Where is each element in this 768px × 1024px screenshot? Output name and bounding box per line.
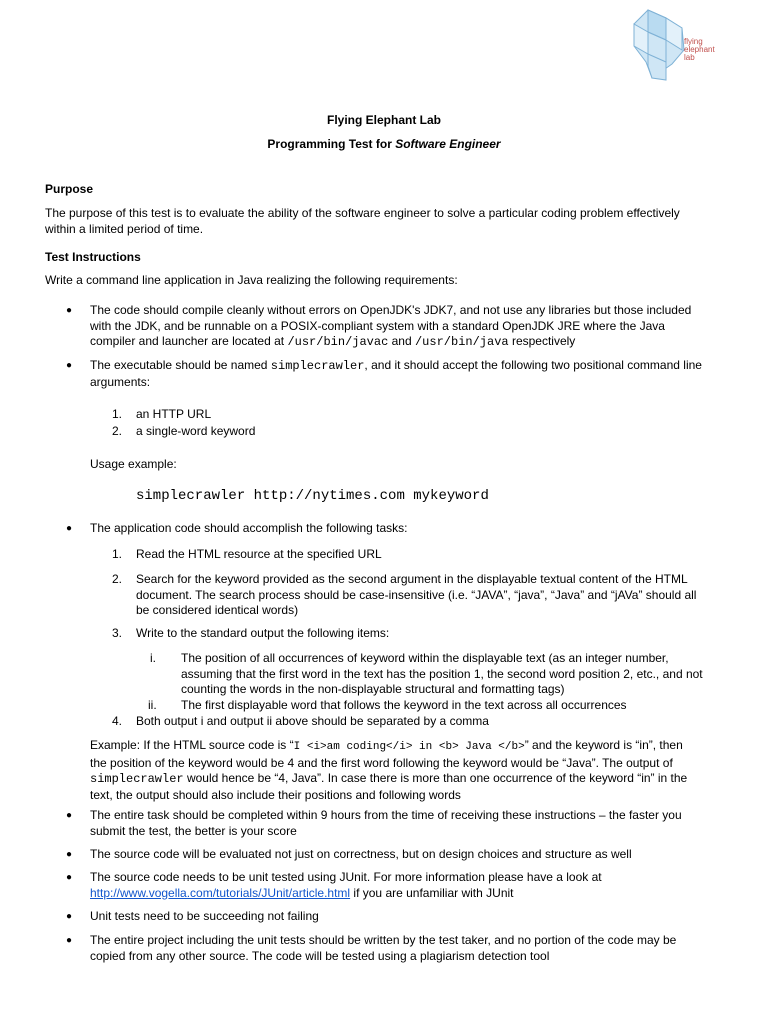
bullet-4-text [90,808,682,839]
list-number: 4. [112,714,123,728]
java-path: /usr/bin/java [414,335,509,349]
bullet-icon: ● [66,911,73,922]
list-numeral: ii. [148,698,157,712]
bullet-8-line-1: The entire project including the unit tests should be written by the test taker, and no portion of the code may be [90,933,677,947]
bullet-8-line-2: copied from any other source. The code will be tested using a plagiarism detection tool [90,948,550,963]
example-line-1 [90,738,687,756]
org-title: Flying Elephant Lab [326,113,441,127]
page-title-prefix: Programming Test for [267,137,396,151]
list-number: 2. [112,572,123,586]
output-item-1 [181,651,703,698]
logo-line-3: lab [684,53,695,62]
junit-tutorial-link[interactable]: http://www.vogella.com/tutorials/JUnit/article.html [90,885,351,900]
task-3: Write to the standard output the following items: [136,626,390,640]
instructions-intro: Write a command line application in Java realizing the following requirements: [45,273,458,287]
bullet-1-text [90,303,691,351]
example-paragraph [90,738,687,803]
bullet-6-line-2 [90,886,602,902]
bullet-6-line-1: The source code needs to be unit tested using JUnit. For more information please have a look at [90,870,602,884]
bullet-icon: ● [66,360,73,371]
bullet-7-text: Unit tests need to be succeeding not failing [90,909,319,923]
list-number: 1. [112,547,123,561]
purpose-text [45,206,680,237]
argument-1: an HTTP URL [136,407,212,421]
bullet-icon: ● [66,935,73,946]
bullet-1-line-3-c: respectively [508,334,576,348]
bullet-icon: ● [66,305,73,316]
bullet-4-line-1: The entire task should be completed within 9 hours from the time of receiving these instructions – the faster you [90,808,682,822]
output-item-1-line-3: counting the words in the non-displayable structural and formatting tags) [181,682,565,696]
purpose-line-2: within a limited period of time. [45,221,204,236]
example-executable-name: simplecrawler [90,772,184,786]
example-line-1-a: Example: If the HTML source code is “ [90,738,294,752]
bullet-1-line-1: The code should compile cleanly without errors on OpenJDK's JDK7, and not use any libraries but those included [90,303,692,317]
bullet-3-lead: The application code should accomplish the following tasks: [90,521,408,535]
bullet-1-line-3-a: compiler and launcher are located at [90,334,288,348]
purpose-line-1: The purpose of this test is to evaluate the ability of the software engineer to solve a particular coding problem effectively [45,206,680,220]
page-title-role: Software Engineer [395,137,501,151]
example-line-3-b: would hence be “4, Java”. In case there is more than one occurrence of the keyword “in” in the [183,771,688,785]
usage-command: simplecrawler http://nytimes.com mykeyword [136,488,489,504]
bullet-2-line-1-b: , and it should accept the following two positional command line [364,358,702,372]
bullet-5-text: The source code will be evaluated not just on correctness, but on design choices and structure as well [90,847,632,861]
bullet-2-text [90,358,702,390]
instructions-heading: Test Instructions [45,250,141,264]
output-item-1-line-1: The position of all occurrences of keyword within the displayable text (as an integer number, [181,651,669,665]
list-numeral: i. [150,651,156,665]
example-line-1-b: ” and the keyword is “in”, then [524,738,683,752]
bullet-icon: ● [66,849,73,860]
example-line-4: text, the output should also include their positions and following words [90,787,461,802]
bullet-icon: ● [66,872,73,883]
example-html-code: I <i>am coding</i> in <b> Java </b> [293,741,525,753]
bullet-4-line-2: submit the test, the better is your score [90,823,297,838]
logo-line-2: elephant [684,45,715,54]
list-number: 3. [112,626,123,640]
bullet-8-text [90,933,676,964]
list-number: 2. [112,424,123,438]
bullet-icon: ● [66,810,73,821]
task-2-line-1: Search for the keyword provided as the second argument in the displayable textual content of the HTML [136,572,688,586]
example-line-2: the position of the keyword would be 4 and the first word following the keyword would be “Java”. The output of [90,755,673,770]
output-item-2: The first displayable word that follows the keyword in the text across all occurrences [181,698,627,712]
bullet-1-line-3-b: and [388,334,415,348]
argument-2: a single-word keyword [136,424,256,438]
task-2-line-2: document. The search process should be case-insensitive (i.e. “JAVA”, “java”, “Java” and “jAVa” should all [136,587,697,602]
logo-wordmark [684,38,715,62]
bullet-2-line-1 [90,358,702,375]
task-2-line-3: be considered identical words) [136,603,299,617]
bullet-1-line-3 [90,334,691,351]
usage-label: Usage example: [90,457,177,471]
task-2 [136,572,696,619]
output-item-1-line-2: assuming that the first word in the text has the position 1, the second word position 2, etc., and not [181,666,703,681]
javac-path: /usr/bin/javac [287,335,389,349]
bullet-1-line-2: with the JDK, and be runnable on a POSIX-compliant system with a standard OpenJDK JRE where the Java [90,318,665,333]
bullet-2-line-1-a: The executable should be named [90,358,271,372]
page-title [0,137,768,151]
bullet-6-line-2-b: if you are unfamiliar with JUnit [350,885,514,900]
bullet-icon: ● [66,523,73,534]
task-1: Read the HTML resource at the specified URL [136,547,382,561]
list-number: 1. [112,407,123,421]
logo-line-1: flying [684,37,703,46]
purpose-heading: Purpose [45,182,94,196]
bullet-2-line-2: arguments: [90,374,151,389]
executable-name: simplecrawler [270,359,365,373]
example-line-3 [90,771,687,788]
bullet-6-text [90,870,602,901]
task-4: Both output i and output ii above should be separated by a comma [136,714,489,728]
